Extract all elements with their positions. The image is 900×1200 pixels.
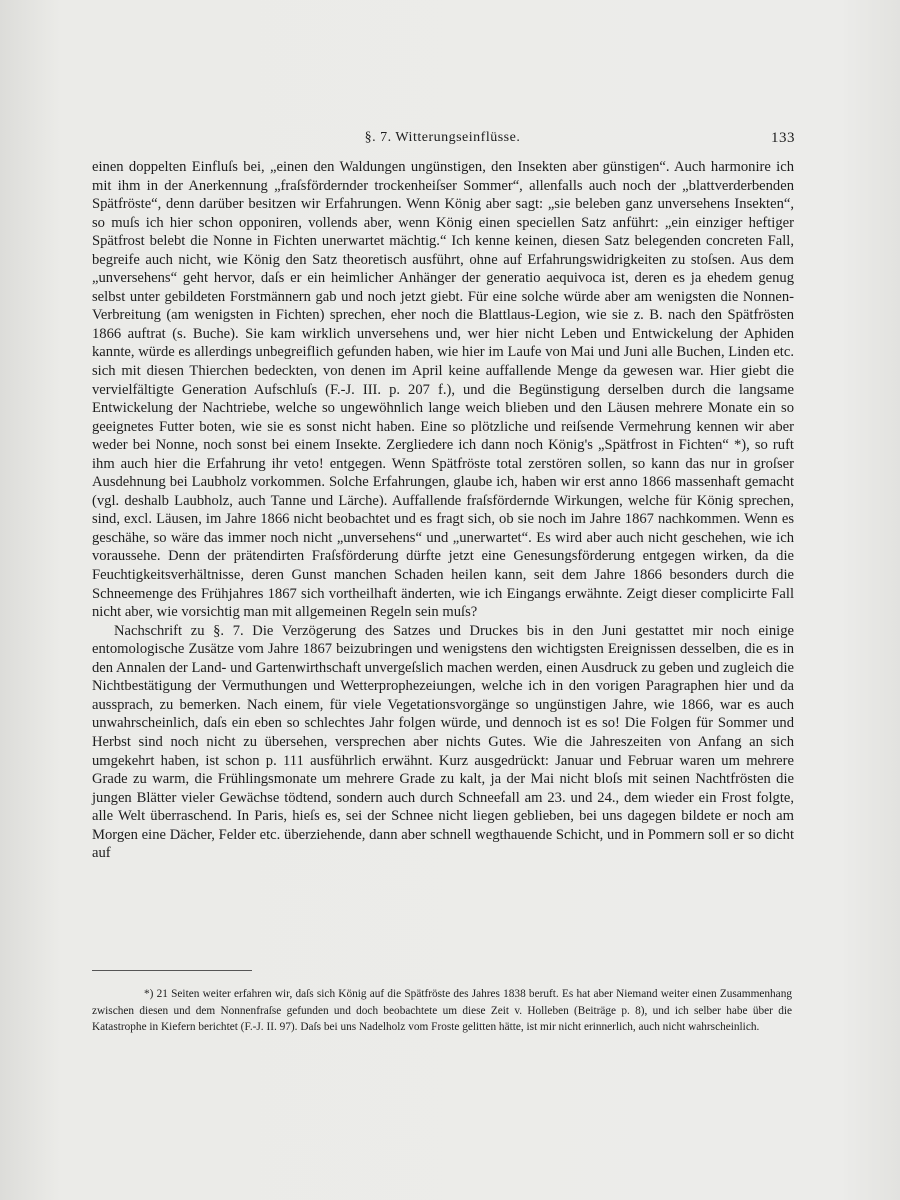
running-head: §. 7. Witterungseinflüsse. (364, 130, 521, 145)
paragraph-continuation: einen doppelten Einfluſs bei, „einen den Waldungen ungünstigen, den Insekten aber günstigen“. Auch harmonire ich mit ihm in der Anerkennung „fraſsfördernder trockenheiſser Sommer“, allenfalls auch noch der „blattverderbenden Spätfröste“, denn darüber besitzen wir Erfahrungen. Wenn König aber sagt: „sie beleben ganz unversehens Insekten“, so muſs ich hier schon opponiren, vollends aber, wenn König einen speciellen Satz anführt: „ein einziger heftiger Spätfrost belebt die Nonne in Fichten unerwartet mächtig.“ Ich kenne keinen, diesen Satz belegenden concreten Fall, begreife auch nicht, wie König den Satz theoretisch ausführt, ohne auf Erfahrungswidrigkeiten zu stoſsen. Aus dem „unversehens“ geht hervor, daſs er ein heimlicher Anhänger der generatio aequivoca ist, deren es ja ehedem genug selbst unter gebildeten Forstmännern gab und noch jetzt giebt. Für eine solche würde aber am wenigsten die Nonnen-Verbreitung (am wenigsten in Fichten) sprechen, eher noch die Blattlaus-Legion, wie sie z. B. nach den Spätfrösten 1866 auftrat (s. Buche). Sie kam wirklich unversehens und, wer hier nicht Leben und Entwickelung der Aphiden kannte, würde es allerdings unbegreiflich gefunden haben, wie hier im Laufe von Mai und Juni alle Buchen, Linden etc. sich mit diesen Thierchen bedeckten, von denen im April keine auffallende Menge da gewesen war. Hier giebt die vervielfältigte Generation Aufschluſs (F.-J. III. p. 207 f.), und die Begünstigung derselben durch die langsame Entwickelung der Nachtriebe, welche so ungewöhnlich lange weich blieben und den Läusen mehrere Monate ein so geeignetes Futter boten, wie sie es sonst nicht haben. Eine so plötzliche und reiſsende Vermehrung kennen wir aber weder bei Nonne, noch sonst bei einem Insekte. Zergliedere ich dann noch König's „Spätfrost in Fichten“ *), so ruft ihm auch hier die Erfahrung ihr veto! entgegen. Wenn Spätfröste total zerstören sollen, so kann das nur in groſser Ausdehnung bei Laubholz vorkommen. Solche Erfahrungen, glaube ich, haben wir erst anno 1866 massenhaft gemacht (vgl. deshalb Laubholz, auch Tanne und Lärche). Auffallende fraſsfördernde Wirkungen, welche für König sprechen, sind, excl. Läusen, im Jahre 1866 nicht beobachtet und es fragt sich, ob sie noch im Jahre 1867 nachkommen. Wenn es geschähe, so wäre das immer noch nicht „unversehens“ und „unerwartet“. Es wird aber auch nicht geschehen, wie ich voraussehe. Denn der prätendirten Fraſsförderung dürfte jetzt eine Genesungsförderung entgegen wirken, da die Feuchtigkeitsverhältnisse, deren Gunst manchen Schaden heilen kann, seit dem Jahre 1866 besonders durch die Schneemenge des Frühjahres 1867 sich vortheilhaft änderten, wie ich Eingangs erwähnte. Zeigt dieser complicirte Fall nicht aber, wie vorsichtig man mit allgemeinen Regeln sein muſs? (92, 159, 794, 621)
footnote-rule (92, 970, 252, 971)
paragraph-nachschrift: Nachschrift zu §. 7. Die Verzögerung des Satzes und Druckes bis in den Juni gestattet mir noch einige entomologische Zusätze vom Jahre 1867 beizubringen und wenigstens den wichtigsten Ereignissen desselben, die es in den Annalen der Land- und Gartenwirthschaft unvergeſslich machen werden, einen Ausdruck zu geben und zugleich die Nichtbestätigung der Vermuthungen und Wetterprophezeiungen, welche ich in den vorigen Paragraphen hier und da aussprach, zu bemerken. Nach einem, für viele Vegetationsvorgänge so ungünstigen Jahre, wie 1866, war es auch unwahrscheinlich, daſs ein eben so schlechtes Jahr folgen würde, und dennoch ist es so! Die Folgen für Sommer und Herbst sind noch nicht zu übersehen, versprechen aber nichts Gutes. Wie die Jahreszeiten von Anfang an sich umgekehrt haben, ist schon p. 111 ausführlich erwähnt. Kurz ausgedrückt: Januar und Februar waren um mehrere Grade zu warm, die Frühlingsmonate um mehrere Grade zu kalt, ja der Mai nicht bloſs mit seinen Nachtfrösten die jungen Blätter vieler Gewächse tödtend, sondern auch durch Schneefall am 23. und 24., dem wieder ein Frost folgte, alle Welt überraschend. In Paris, hieſs es, sei der Schnee nicht liegen geblieben, bei uns dagegen bildete er noch am Morgen eine Dächer, Felder etc. überziehende, dann aber schnell wegthauende Schicht, und in Pommern soll er so dicht auf (92, 622, 794, 862)
footnote-text: *) 21 Seiten weiter erfahren wir, daſs sich König auf die Spätfröste des Jahres 1838 beruft. Es hat aber Niemand weiter einen Zusammenhang zwischen diesen und dem Nonnenfraſse gefunden und doch beobachtete um diese Zeit v. Holleben (Beiträge p. 8), und ich selber habe über die Katastrophe in Kiefern berichtet (F.-J. II. 97). Daſs bei uns Nadelholz vom Froste gelitten hätte, ist mir nicht erinnerlich, auch nicht wahrscheinlich. (92, 988, 792, 1033)
main-text (92, 158, 794, 863)
footnote (92, 986, 792, 1036)
page-number: 133 (771, 130, 795, 146)
page-header (90, 130, 795, 152)
